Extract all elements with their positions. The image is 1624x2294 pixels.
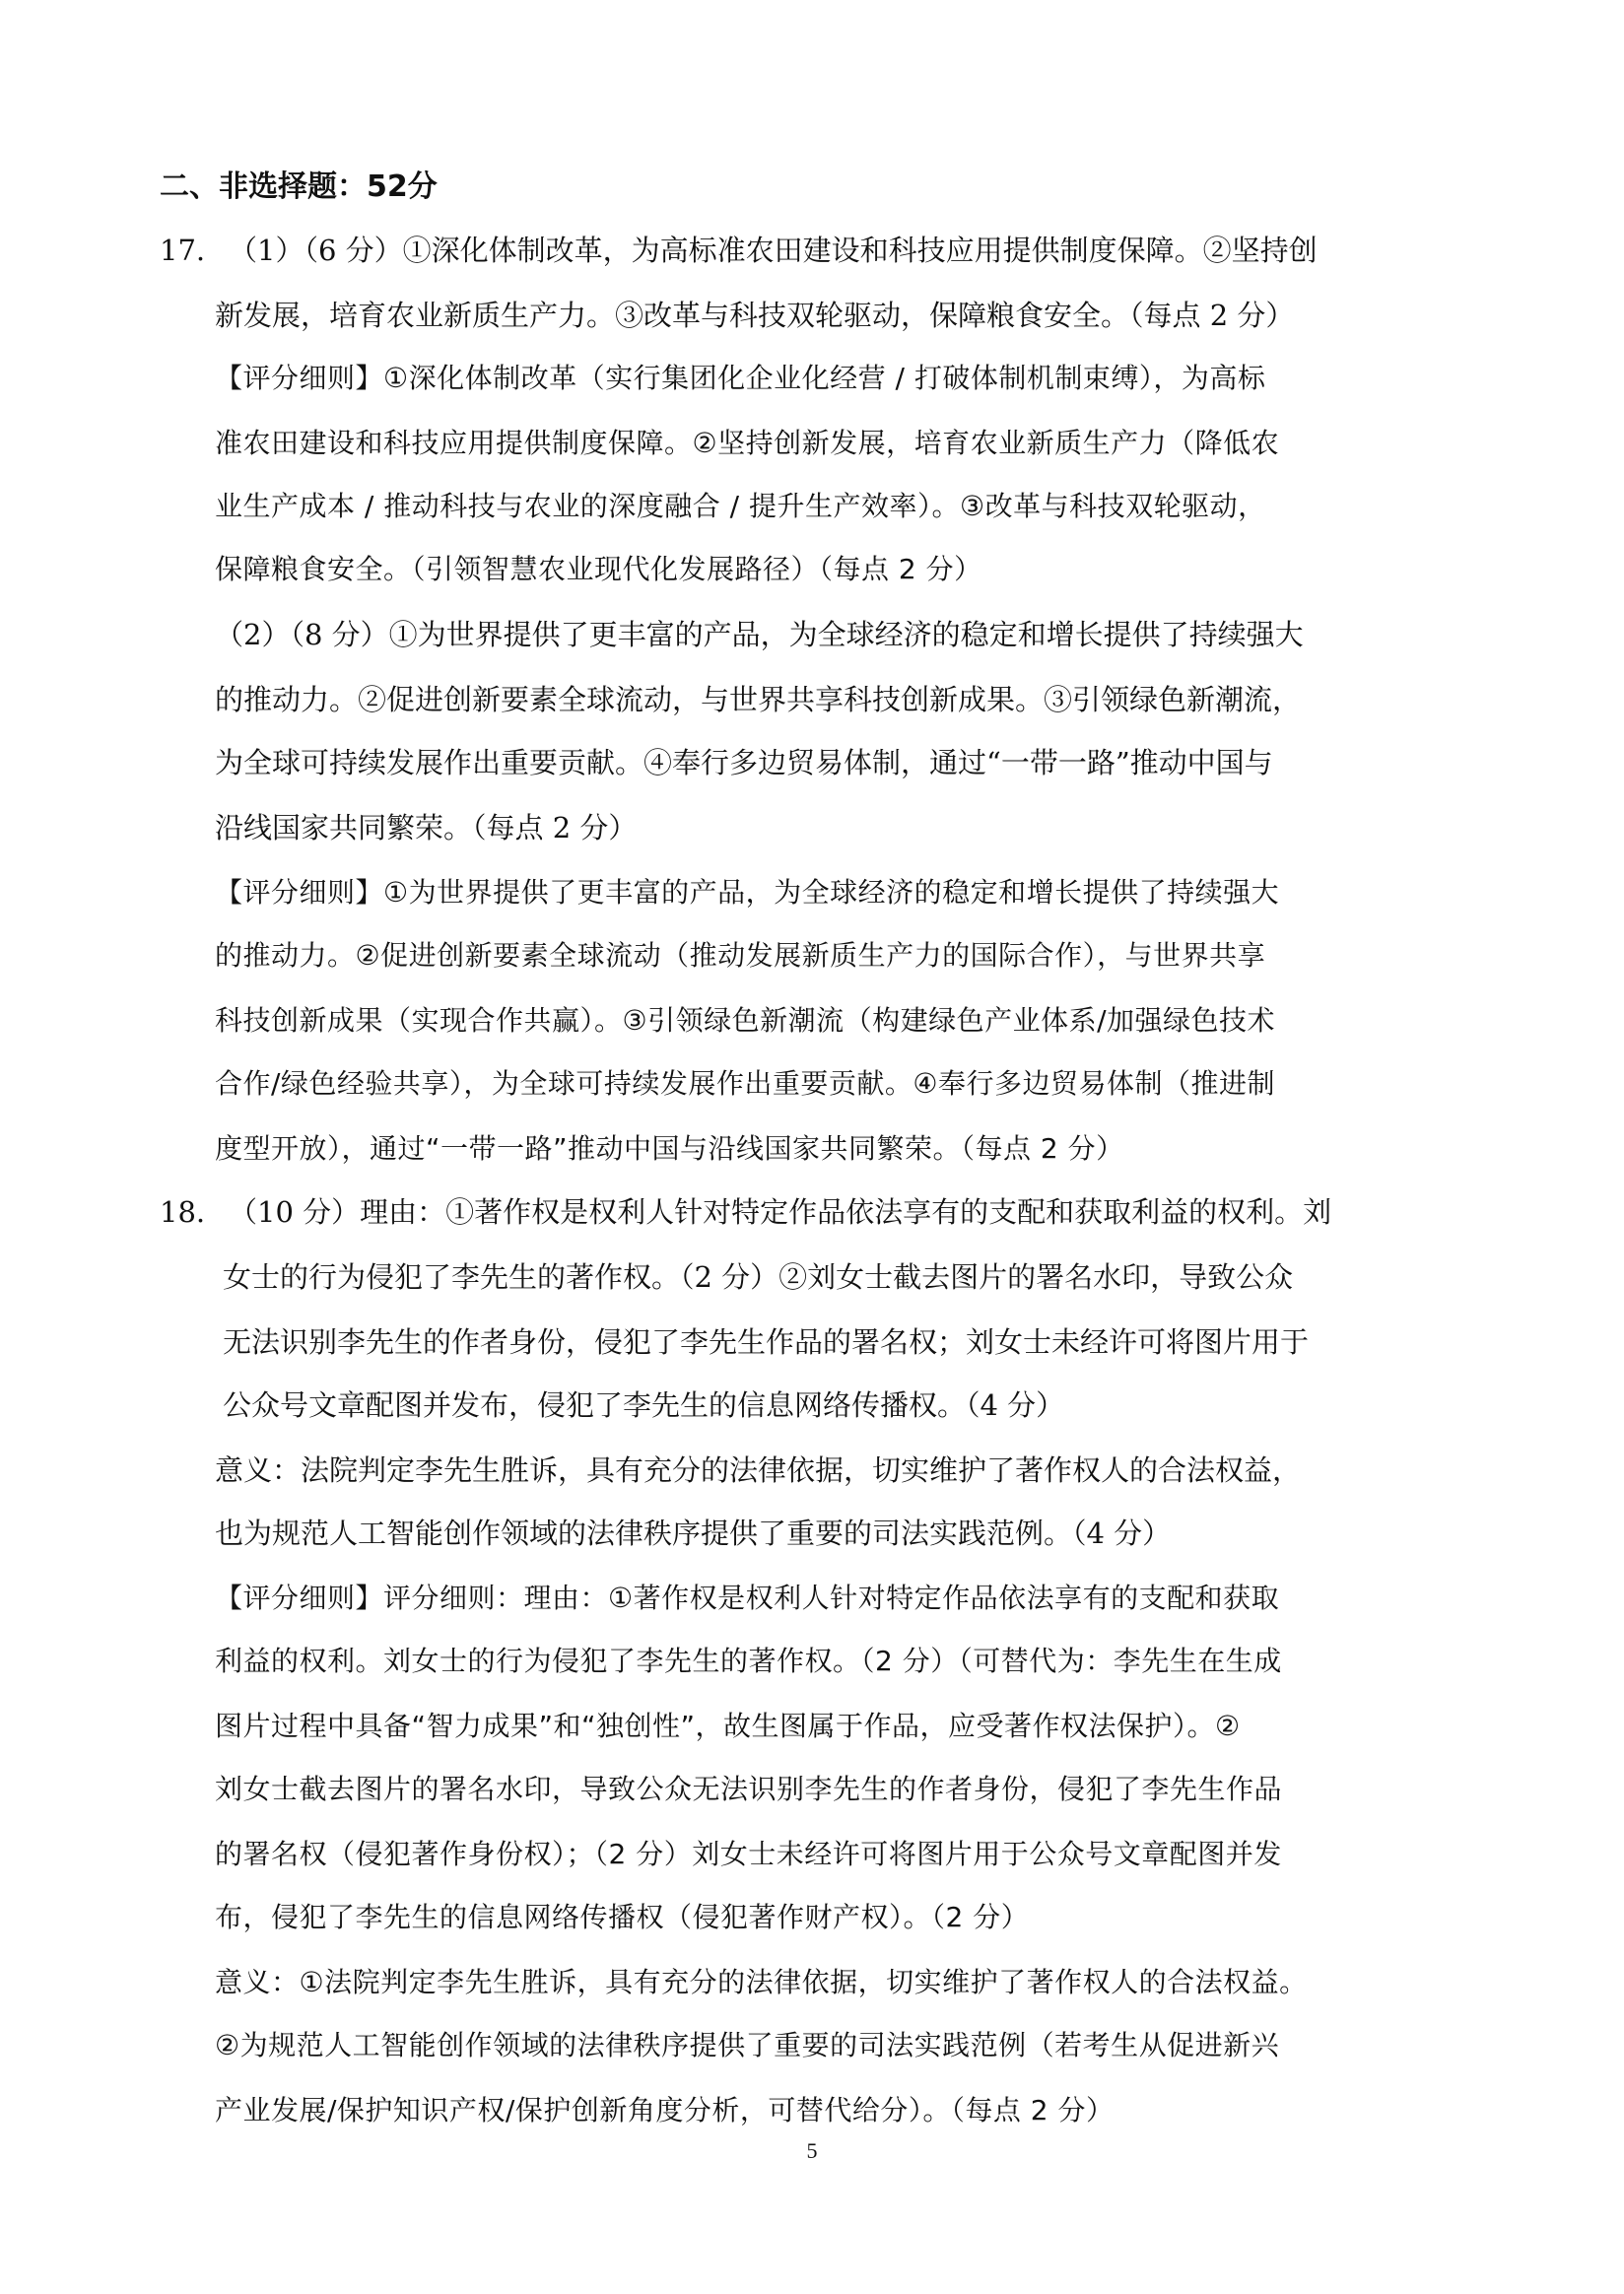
q18-rubric-line: ②为规范人工智能创作领域的法律秩序提供了重要的司法实践范例（若考生从促进新兴 [215,2029,1280,2061]
q18-reason-line: 公众号文章配图并发布，侵犯了李先生的信息网络传播权。（4 分） [223,1388,1065,1422]
q18-rubric-line: 【评分细则】评分细则：理由：①著作权是权利人针对特定作品依法享有的支配和获取 [215,1582,1280,1614]
q17-part1-rubric-line: 【评分细则】①深化体制改革（实行集团化企业化经营 / 打破体制机制束缚），为高标 [215,362,1266,394]
q17-part2-rubric-line: 的推动力。②促进创新要素全球流动（推动发展新质生产力的国际合作），与世界共享 [215,939,1266,972]
q17-part2-answer-line: 为全球可持续发展作出重要贡献。④奉行多边贸易体制，通过“一带一路”推动中国与 [215,746,1273,779]
q18-significance-line: 也为规范人工智能创作领域的法律秩序提供了重要的司法实践范例。（4 分） [215,1517,1172,1550]
q18-reason-line: 女士的行为侵犯了李先生的著作权。（2 分）②刘女士截去图片的署名水印，导致公众 [223,1260,1294,1294]
q17-part2-rubric-line: 合作/绿色经验共享），为全球可持续发展作出重要贡献。④奉行多边贸易体制（推进制 [215,1067,1276,1100]
q18-significance-line: 意义：法院判定李先生胜诉，具有充分的法律依据，切实维护了著作权人的合法权益， [215,1453,1302,1487]
q17-part2-answer-line: 的推动力。②促进创新要素全球流动，与世界共享科技创新成果。③引领绿色新潮流， [215,683,1302,716]
q18-rubric-line: 布，侵犯了李先生的信息网络传播权（侵犯著作财产权）。（2 分） [215,1901,1030,1933]
page-number: 5 [806,2138,818,2163]
q17-part1-answer-line: 新发展，培育农业新质生产力。③改革与科技双轮驱动，保障粮食安全。（每点 2 分） [215,299,1295,332]
q18-rubric-line: 的署名权（侵犯著作身份权）；（2 分）刘女士未经许可将图片用于公众号文章配图并发 [215,1838,1282,1870]
q18-rubric-line: 利益的权利。刘女士的行为侵犯了李先生的著作权。（2 分）（可替代为：李先生在生成 [215,1645,1282,1677]
q17-part1-rubric-line: 准农田建设和科技应用提供制度保障。②坚持创新发展，培育农业新质生产力（降低农 [215,427,1280,459]
question-18-number: 18. [160,1195,206,1229]
q18-rubric-line: 刘女士截去图片的署名水印，导致公众无法识别李先生的作者身份，侵犯了李先生作品 [215,1773,1283,1805]
q17-part1-rubric-line: 保障粮食安全。（引领智慧农业现代化发展路径）（每点 2 分） [215,553,982,585]
q17-part2-rubric-line: 【评分细则】①为世界提供了更丰富的产品，为全球经济的稳定和增长提供了持续强大 [215,876,1280,909]
q17-part1-answer-line: （1）（6 分）①深化体制改革，为高标准农田建设和科技应用提供制度保障。②坚持创 [229,234,1318,267]
q17-part2-rubric-line: 科技创新成果（实现合作共赢）。③引领绿色新潮流（构建绿色产业体系/加强绿色技术 [215,1004,1276,1037]
q18-rubric-line: 产业发展/保护知识产权/保护创新角度分析，可替代给分）。（每点 2 分） [215,2094,1115,2126]
section-title: 二、非选择题：52分 [160,169,438,204]
q18-rubric-line: 图片过程中具备“智力成果”和“独创性”，故生图属于作品，应受著作权法保护）。② [215,1710,1241,1742]
q18-reason-line: （10 分）理由：①著作权是权利人针对特定作品依法享有的支配和获取利益的权利。刘 [229,1195,1332,1229]
q17-part2-answer-line: （2）（8 分）①为世界提供了更丰富的产品，为全球经济的稳定和增长提供了持续强大 [215,618,1304,651]
q18-reason-line: 无法识别李先生的作者身份，侵犯了李先生作品的署名权；刘女士未经许可将图片用于 [223,1325,1310,1359]
q17-part2-rubric-line: 度型开放），通过“一带一路”推动中国与沿线国家共同繁荣。（每点 2 分） [215,1132,1124,1165]
question-17-number: 17. [160,234,206,267]
q17-part1-rubric-line: 业生产成本 / 推动科技与农业的深度融合 / 提升生产效率）。③改革与科技双轮驱动， [215,490,1266,522]
q18-rubric-line: 意义：①法院判定李先生胜诉，具有充分的法律依据，切实维护了著作权人的合法权益。 [215,1966,1308,1998]
q17-part2-answer-line: 沿线国家共同繁荣。（每点 2 分） [215,811,638,844]
